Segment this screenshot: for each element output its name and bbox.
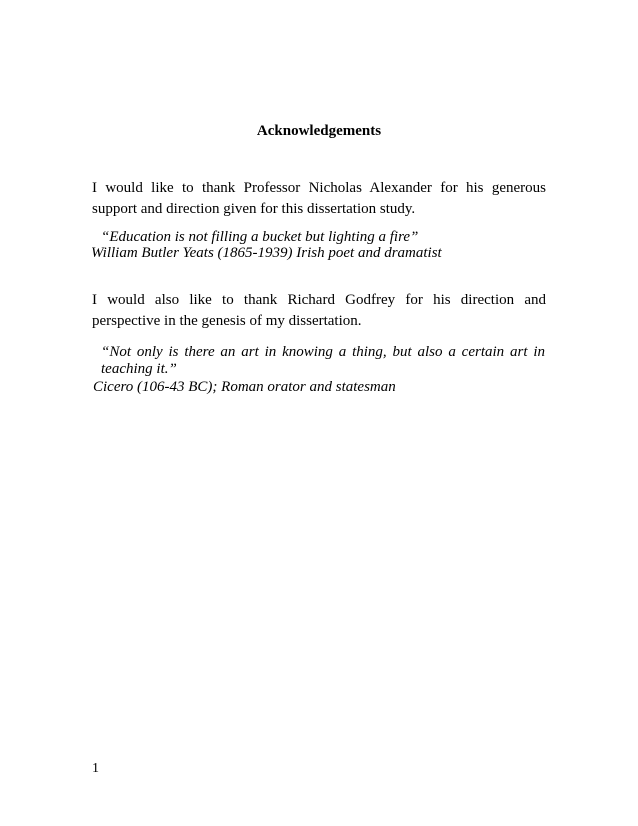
quote-1: “Education is not filling a bucket but lighting a fire” <box>101 229 419 245</box>
acknowledgement-paragraph-2: I would also like to thank Richard Godfrey for his direction and perspective in the genesis of my dissertation. <box>92 292 546 329</box>
quote-1-attribution: William Butler Yeats (1865-1939) Irish poet and dramatist <box>91 245 442 261</box>
page-title: Acknowledgements <box>256 123 382 139</box>
quote-2-attribution: Cicero (106-43 BC); Roman orator and statesman <box>93 379 396 395</box>
page-number: 1 <box>92 761 99 776</box>
acknowledgement-paragraph-1: I would like to thank Professor Nicholas Alexander for his generous support and direction given for this dissertation study. <box>92 180 546 217</box>
quote-2: “Not only is there an art in knowing a thing, but also a certain art in teaching it.” <box>101 344 545 377</box>
